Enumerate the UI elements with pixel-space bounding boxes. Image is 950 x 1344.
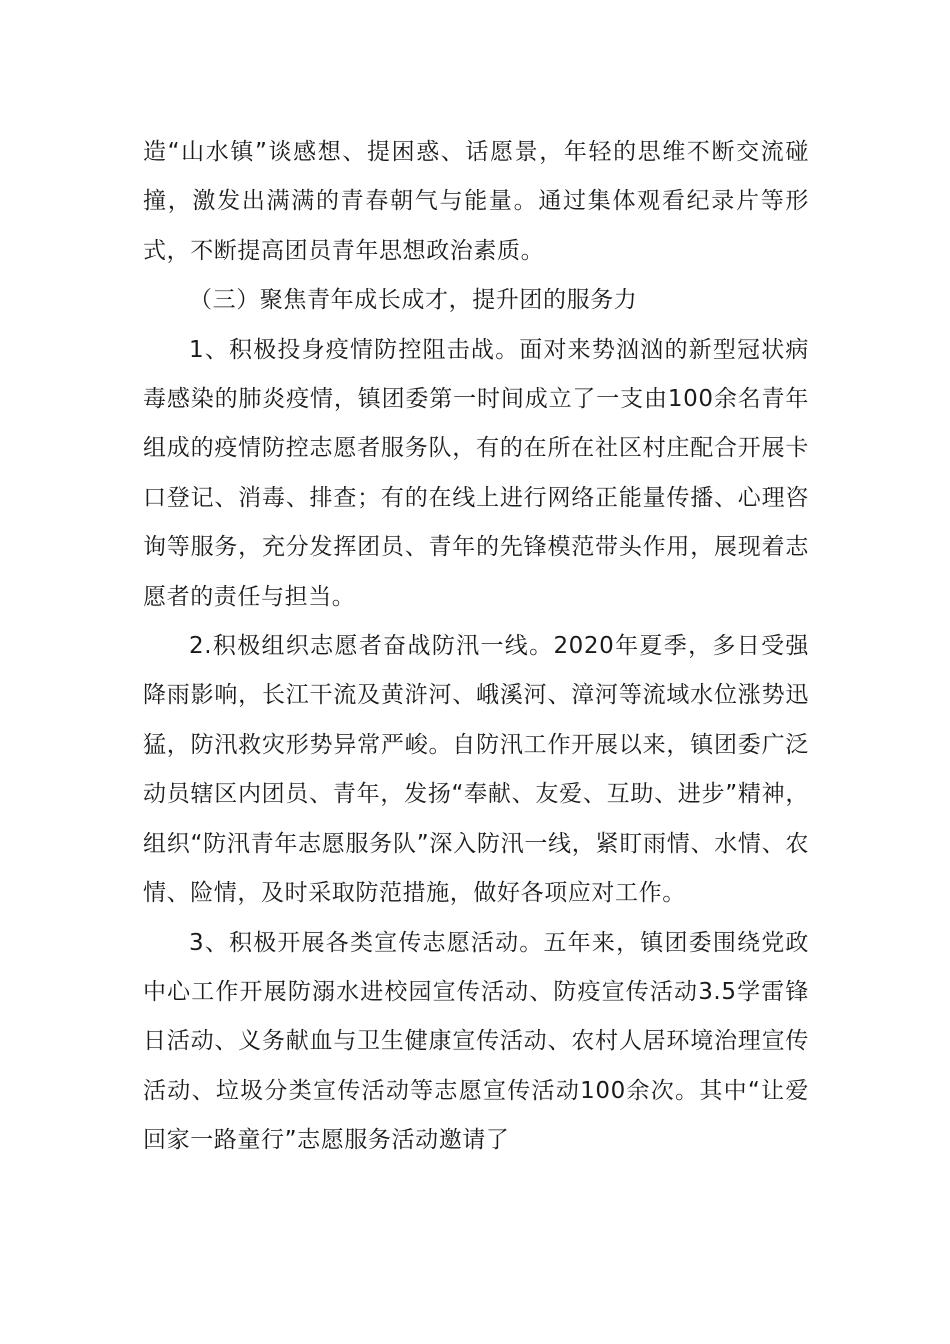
paragraph-flood-control: 2.积极组织志愿者奋战防汛一线。2020年夏季，多日受强降雨影响，长江干流及黄浒河、峨溪河、漳河等流域水位涨势迅猛，防汛救灾形势异常严峻。自防汛工作开展以来，镇团委广泛动员辖区内团员、青年，发扬“奉献、友爱、互助、进步”精神，组织“防汛青年志愿服务队”深入防汛一线，紧盯雨情、水情、农情、险情，及时采取防范措施，做好各项应对工作。	[143, 633, 809, 907]
paragraph-epidemic-prevention: 1、积极投身疫情防控阻击战。面对来势汹汹的新型冠状病毒感染的肺炎疫情，镇团委第一时间成立了一支由100余名青年组成的疫情防控志愿者服务队，有的在所在社区村庄配合开展卡口登记、消毒、排查；有的在线上进行网络正能量传播、心理咨询等服务，充分发挥团员、青年的先锋模范带头作用，展现着志愿者的责任与担当。	[143, 336, 809, 610]
paragraph-publicity-activities: 3、积极开展各类宣传志愿活动。五年来，镇团委围绕党政中心工作开展防溺水进校园宣传活动、防疫宣传活动3.5学雷锋日活动、义务献血与卫生健康宣传活动、农村人居环境治理宣传活动、垃圾分类宣传活动等志愿宣传活动100余次。其中“让爱回家一路童行”志愿服务活动邀请了	[143, 929, 809, 1154]
paragraph-continuation: 造“山水镇”谈感想、提困惑、话愿景，年轻的思维不断交流碰撞，激发出满满的青春朝气与能量。通过集体观看纪录片等形式，不断提高团员青年思想政治素质。	[143, 139, 809, 264]
section-heading: （三）聚焦青年成长成才，提升团的服务力	[189, 287, 638, 314]
document-body	[143, 128, 809, 1166]
